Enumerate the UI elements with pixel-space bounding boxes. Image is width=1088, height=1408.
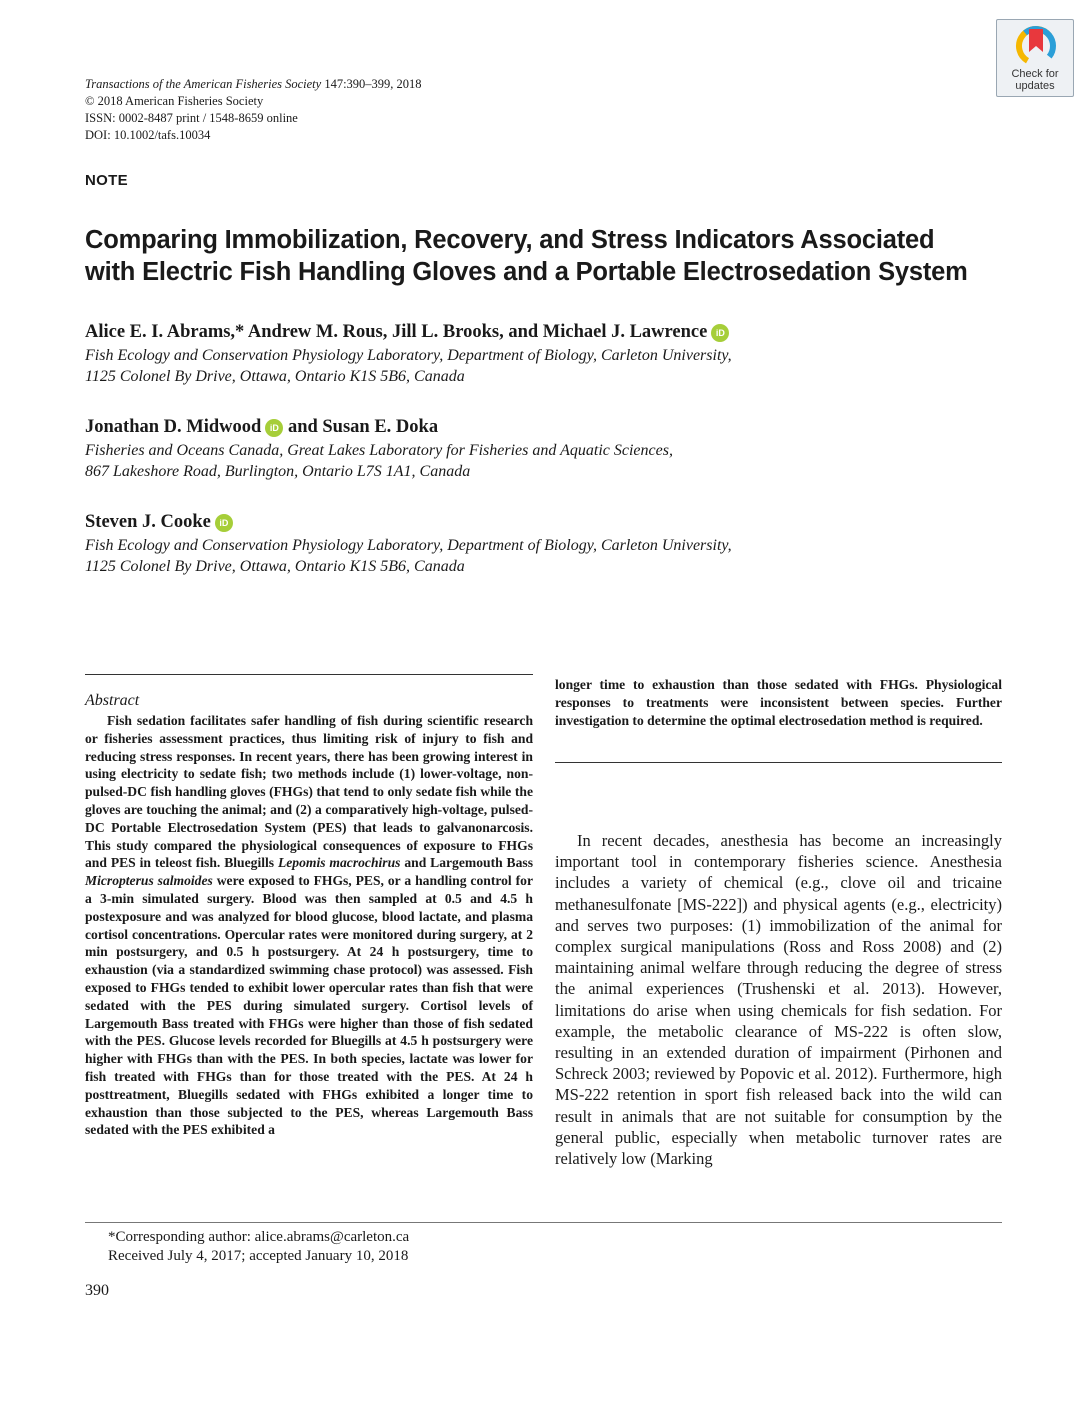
- journal-citation: [85, 76, 422, 93]
- copyright-line: © 2018 American Fisheries Society: [85, 94, 264, 108]
- footnote-rule: [85, 1222, 1002, 1223]
- journal-header: [85, 76, 422, 144]
- article-title: Comparing Immobilization, Recovery, and Stress Indicators Associated with Electric Fish Handling Gloves and a Portable Electrosedation System: [85, 226, 968, 286]
- abstract-text-right: longer time to exhaustion than those sedated with FHGs. Physiological responses to treatments were inconsistent between species. Further investigation to determine the optimal electrosedation method is required.: [555, 677, 1002, 728]
- abstract-text-left: Fish sedation facilitates safer handling of fish during scientific research or fisheries assessment practices, thus limiting risk of injury to fish and reducing stress responses. In recent years, there has been growing interest in using electricity to sedate fish; two methods include (1) lower-voltage, non-pulsed-DC fish handling gloves (FHGs) that tend to only sedate fish while the gloves are touching the animal; and (2) a comparatively high-voltage, pulsed-DC Portable Electrosedation System (PES) that leads to galvanonarcosis. This study compared the physiological consequences of exposure to FHGs and PES in teleost fish. Bluegills Lepomis macrochirus and Largemouth Bass Micropterus salmoides were exposed to FHGs, PES, or a handling control for a 3-min simulated surgery. Blood was then sampled at 0.5 and 4.5 h postexposure and was analyzed for blood glucose, blood lactate, and plasma cortisol concentrations. Opercular rates were monitored during surgery, at 2 min postsurgery, and 0.5 h postsurgery. At 24 h postsurgery, time to exhaustion (via a standardized swimming chase protocol) was assessed. Fish exposed to FHGs tended to exhibit lower opercular rates than fish that were sedated with the PES during simulated surgery. Cortisol levels of Largemouth Bass treated with FHGs were higher than those of fish sedated with the PES. Glucose levels recorded for Bluegills at 4.5 h postsurgery were higher with FHGs than with the PES. In both species, lactate was lower for fish treated with FHGs than for those treated with the PES. At 24 h posttreatment, Bluegills sedated with FHGs exhibited a longer time to exhaustion than those subjected to the PES, whereas Largemouth Bass sedated with the PES exhibited a: [85, 713, 534, 1138]
- journal-name: Transactions of the American Fisheries Society: [85, 77, 322, 91]
- affiliation-3: Fish Ecology and Conservation Physiology Laboratory, Department of Biology, Carleton University, 1125 Colonel By Drive, Ottawa, Ontario K1S 5B6, Canada: [85, 537, 732, 575]
- affiliation-2: Fisheries and Oceans Canada, Great Lakes Laboratory for Fisheries and Aquatic Sciences, 867 Lakeshore Road, Burlington, Ontario L7S 1A1, Canada: [85, 442, 673, 480]
- species-name: Micropterus salmoides: [85, 873, 213, 889]
- doi-line: DOI: 10.1002/tafs.10034: [85, 128, 211, 142]
- crossmark-icon: [1014, 25, 1058, 67]
- badge-label: Check for updates: [1011, 68, 1059, 92]
- author-group-1: Alice E. I. Abrams,* Andrew M. Rous, Jill L. Brooks, and Michael J. Lawrence iD: [85, 320, 729, 344]
- article-type-label: NOTE: [85, 172, 128, 189]
- orcid-icon[interactable]: iD: [265, 419, 283, 437]
- received-dates: Received July 4, 2017; accepted January 10, 2018: [108, 1248, 409, 1264]
- abstract-heading: Abstract: [85, 692, 140, 709]
- author-group-2: Jonathan D. Midwood iD and Susan E. Doka: [85, 417, 439, 437]
- journal-volume: 147:390–399, 2018: [321, 77, 422, 91]
- orcid-icon[interactable]: iD: [711, 324, 729, 342]
- author-group-3: Steven J. Cooke iD: [85, 510, 233, 534]
- orcid-icon[interactable]: iD: [215, 514, 233, 532]
- corresponding-author: *Corresponding author: alice.abrams@carleton.ca: [108, 1229, 410, 1245]
- species-name: Lepomis macrochirus: [277, 855, 401, 871]
- page-number: 390: [85, 1282, 109, 1299]
- check-for-updates-badge[interactable]: [996, 19, 1074, 97]
- body-paragraph: In recent decades, anesthesia has become an increasingly important tool in contemporary fisheries science. Anesthesia includes a variety of chemical (e.g., clove oil and tricaine methanesulfonate [MS-222]) and physical agents (e.g., electricity) and serves two purposes: (1) immobilization of the animal for complex surgical manipulations (Ross and Ross 2008) and (2) maintaining animal welfare through reducing the degree of stress the animal experiences (Trushenski et al. 2013). However, limitations do arise when using chemicals for fish sedation. For example, the metabolic clearance of MS-222 is often slow, resulting in an extended duration of impairment (Pirhonen and Schreck 2003; reviewed by Popovic et al. 2012). Furthermore, high MS-222 retention in sport fish released back into the wild can result in animals that are not suitable for consumption by the general public, especially when metabolic turnover rates are relatively low (Marking: [555, 831, 1002, 1169]
- abstract-bottom-rule: [555, 762, 1002, 763]
- affiliation-1: Fish Ecology and Conservation Physiology Laboratory, Department of Biology, Carleton University, 1125 Colonel By Drive, Ottawa, Ontario K1S 5B6, Canada: [85, 347, 732, 385]
- abstract-top-rule: [85, 674, 533, 675]
- issn-line: ISSN: 0002-8487 print / 1548-8659 online: [85, 111, 298, 125]
